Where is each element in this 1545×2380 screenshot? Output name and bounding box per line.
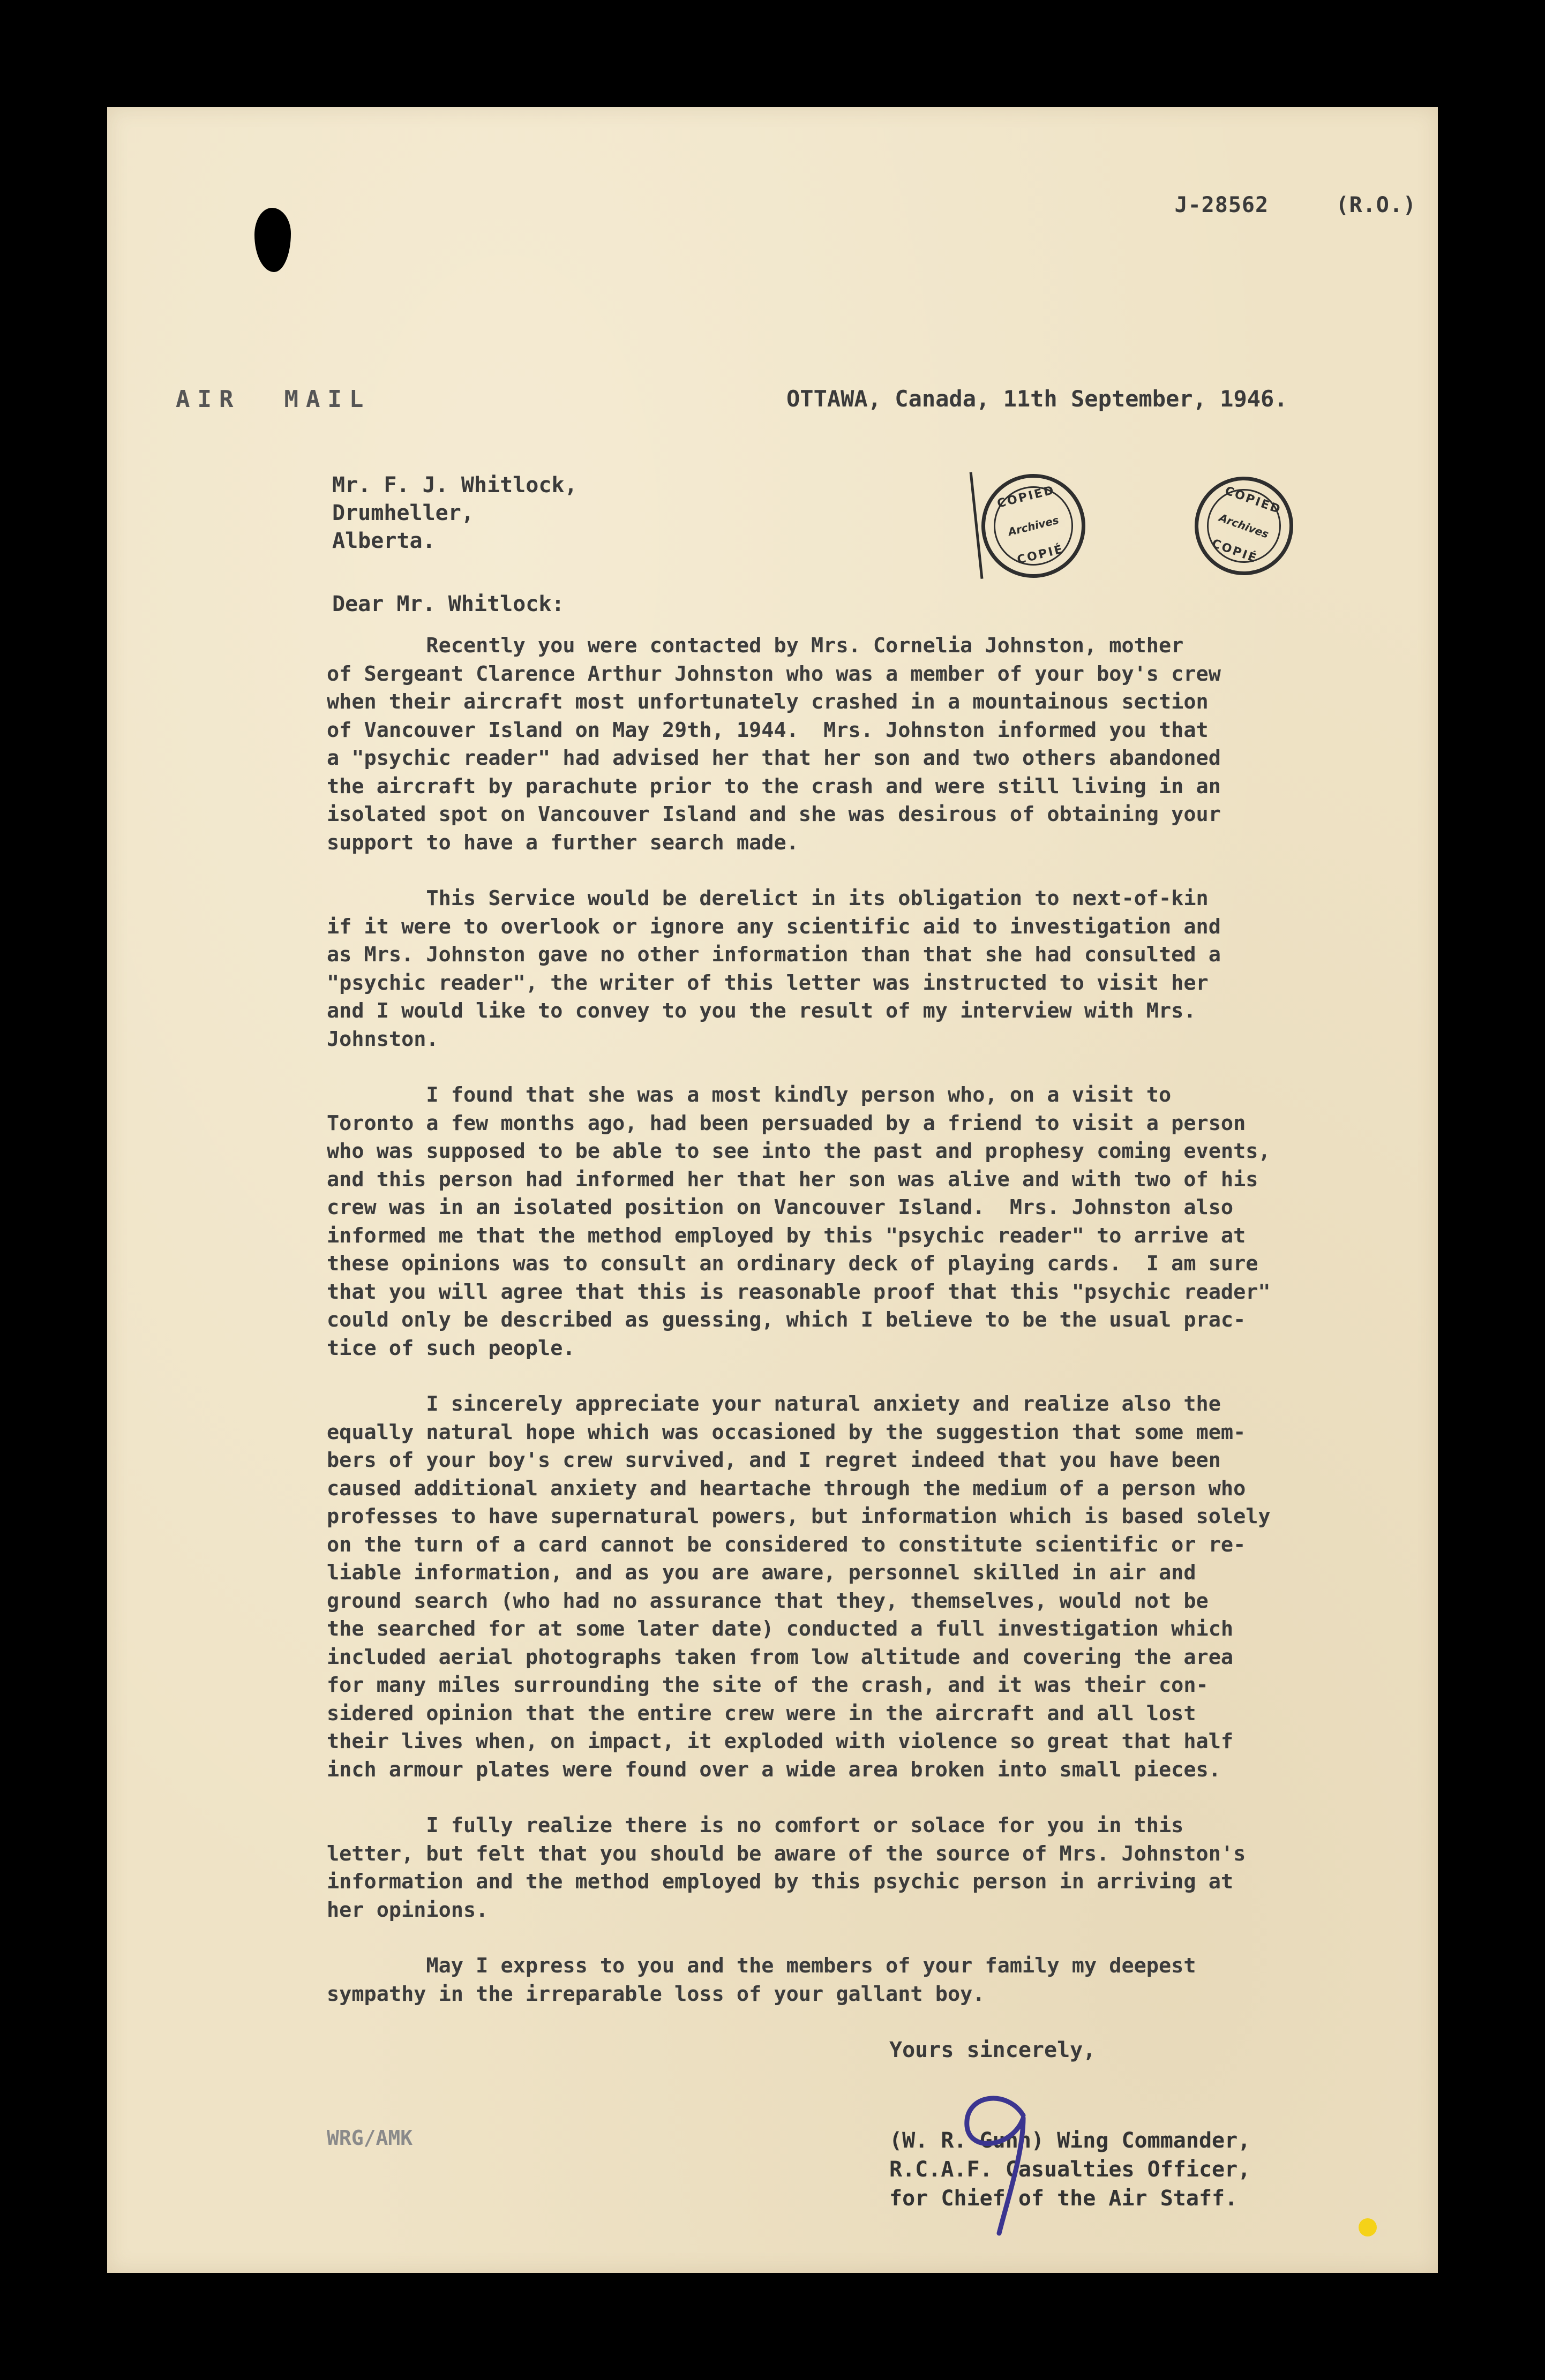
- stamp-bottom-text: COPIÉ: [1016, 542, 1066, 567]
- typist-initials: WRG/AMK: [327, 2126, 413, 2150]
- paragraph-line: and I would like to convey to you the result of my interview with Mrs.: [327, 999, 1196, 1023]
- paragraph-line: their lives when, on impact, it exploded with violence so great that half: [327, 1729, 1234, 1753]
- paragraph-line: of Sergeant Clarence Arthur Johnston who was a member of your boy's crew: [327, 661, 1221, 686]
- paragraph-line: her opinions.: [327, 1897, 489, 1922]
- signature-line: for Chief of the Air Staff.: [889, 2186, 1238, 2211]
- address-line: Alberta.: [332, 529, 436, 553]
- salutation: Dear Mr. Whitlock:: [332, 592, 565, 616]
- signature-line: (W. R. Gunn) Wing Commander,: [889, 2128, 1251, 2153]
- paragraph-line: Johnston.: [327, 1027, 439, 1051]
- stamp-middle-text: Archives: [1217, 511, 1271, 541]
- recipient-address: [332, 471, 578, 555]
- paragraph-line: crew was in an isolated position on Vancouver Island. Mrs. Johnston also: [327, 1195, 1234, 1219]
- address-line: Mr. F. J. Whitlock,: [332, 473, 578, 498]
- paragraph-line: as Mrs. Johnston gave no other information than that she had consulted a: [327, 943, 1221, 967]
- paragraph-line: sympathy in the irreparable loss of your gallant boy.: [327, 1982, 985, 2006]
- stamp-bottom-text: COPIÉ: [1210, 537, 1259, 566]
- handwritten-number-mark: [943, 2078, 1061, 2239]
- paragraph-line: professes to have supernatural powers, but information which is based solely: [327, 1504, 1271, 1528]
- paragraph: [327, 1081, 1441, 1362]
- paragraph-line: inch armour plates were found over a wide area broken into small pieces.: [327, 1757, 1221, 1782]
- paragraph-line: if it were to overlook or ignore any scientific aid to investigation and: [327, 914, 1221, 939]
- paragraph-line: tice of such people.: [327, 1336, 575, 1360]
- paragraph-line: of Vancouver Island on May 29th, 1944. Mrs. Johnston informed you that: [327, 718, 1209, 742]
- paragraph-line: May I express to you and the members of your family my deepest: [327, 1954, 1196, 1978]
- paragraph-line: these opinions was to consult an ordinary deck of playing cards. I am sure: [327, 1252, 1258, 1276]
- paragraph-line: when their aircraft most unfortunately crashed in a mountainous section: [327, 690, 1209, 714]
- paragraph-line: letter, but felt that you should be aware of the source of Mrs. Johnston's: [327, 1841, 1246, 1866]
- paragraph-line: included aerial photographs taken from low altitude and covering the area: [327, 1645, 1234, 1669]
- paragraph-line: who was supposed to be able to see into the past and prophesy coming events,: [327, 1139, 1271, 1163]
- signature-line: R.C.A.F. Casualties Officer,: [889, 2157, 1251, 2182]
- paragraph: [327, 1812, 1441, 1924]
- paragraph-line: the aircraft by parachute prior to the crash and were still living in an: [327, 774, 1221, 799]
- paragraph-line: I sincerely appreciate your natural anxiety and realize also the: [327, 1392, 1221, 1416]
- punch-hole: [254, 208, 291, 272]
- paragraph-line: ground search (who had no assurance that they, themselves, would not be: [327, 1588, 1209, 1613]
- paragraph-line: that you will agree that this is reasonable proof that this "psychic reader": [327, 1279, 1271, 1304]
- paragraph: [327, 1390, 1441, 1784]
- paragraph: [327, 1952, 1441, 2008]
- paragraph-line: equally natural hope which was occasioned by the suggestion that some mem-: [327, 1420, 1246, 1444]
- paragraph: [327, 885, 1441, 1053]
- yellow-sticker-dot: [1359, 2218, 1377, 2236]
- paragraph-line: liable information, and as you are aware, personnel skilled in air and: [327, 1561, 1196, 1585]
- paragraph-line: caused additional anxiety and heartache through the medium of a person who: [327, 1476, 1246, 1501]
- paragraph-line: informed me that the method employed by this "psychic reader" to arrive at: [327, 1223, 1246, 1248]
- paragraph-line: a "psychic reader" had advised her that her son and two others abandoned: [327, 746, 1221, 770]
- stamp-top-text: COPIED: [995, 483, 1057, 511]
- paragraph-line: sidered opinion that the entire crew were in the aircraft and all lost: [327, 1701, 1196, 1726]
- address-line: Drumheller,: [332, 501, 474, 525]
- stamp-middle-text: Archives: [1007, 513, 1060, 539]
- paragraph-line: support to have a further search made.: [327, 830, 799, 855]
- paragraph-line: could only be described as guessing, which I believe to be the usual prac-: [327, 1308, 1246, 1332]
- paragraph-line: I fully realize there is no comfort or solace for you in this: [327, 1813, 1184, 1837]
- paragraph-line: bers of your boy's crew survived, and I regret indeed that you have been: [327, 1448, 1221, 1472]
- paragraph-line: and this person had informed her that her son was alive and with two of his: [327, 1167, 1258, 1192]
- paragraph-line: information and the method employed by this psychic person in arriving at: [327, 1870, 1234, 1894]
- stamp-top-text: COPIED: [1223, 484, 1284, 517]
- paragraph-line: the searched for at some later date) conducted a full investigation which: [327, 1617, 1234, 1641]
- letter-body: [327, 632, 1441, 2036]
- paragraph-line: "psychic reader", the writer of this letter was instructed to visit her: [327, 970, 1209, 995]
- dateline: OTTAWA, Canada, 11th September, 1946.: [786, 386, 1288, 412]
- paragraph-line: on the turn of a card cannot be considered to constitute scientific or re-: [327, 1532, 1246, 1557]
- copied-archives-stamp: [1181, 463, 1307, 589]
- paragraph-line: isolated spot on Vancouver Island and she was desirous of obtaining your: [327, 802, 1221, 826]
- letter-page: [107, 107, 1438, 2273]
- paragraph-line: I found that she was a most kindly person who, on a visit to: [327, 1083, 1172, 1107]
- air-mail-heading: AIR MAIL: [176, 386, 371, 413]
- paragraph-line: This Service would be derelict in its obligation to next-of-kin: [327, 886, 1209, 910]
- file-reference-number: J-28562 (R.O.): [1174, 193, 1416, 217]
- paragraph-line: Toronto a few months ago, had been persuaded by a friend to visit a person: [327, 1111, 1246, 1135]
- paragraph: [327, 632, 1441, 857]
- paragraph-line: Recently you were contacted by Mrs. Cornelia Johnston, mother: [327, 634, 1184, 658]
- closing: Yours sincerely,: [889, 2038, 1096, 2062]
- paragraph-line: for many miles surrounding the site of the crash, and it was their con-: [327, 1673, 1209, 1697]
